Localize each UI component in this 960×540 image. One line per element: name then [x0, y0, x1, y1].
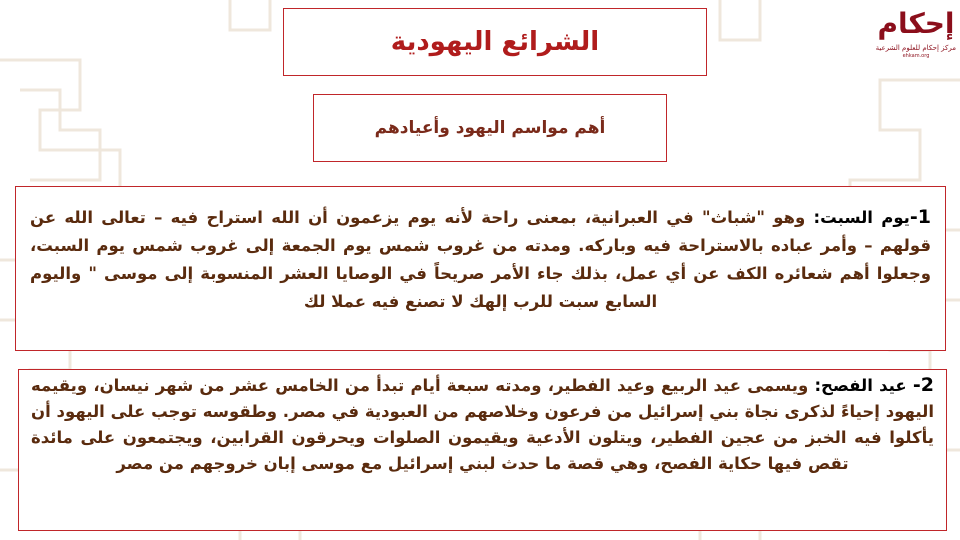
- page-subtitle: أهم مواسم اليهود وأعيادهم: [374, 118, 606, 138]
- logo-subtitle: مركز إحكام للعلوم الشرعية: [875, 44, 956, 52]
- section-paragraph: [31, 372, 934, 477]
- section-number: 2-: [912, 374, 934, 396]
- section-number: 1-: [909, 206, 931, 228]
- section-sabbath: [15, 186, 946, 351]
- section-body: ويسمى عيد الربيع وعيد الفطير، ومدته سبعة أيام تبدأ من الخامس عشر من شهر نيسان، ويقيمه اليهود إحياءً لذكرى نجاة بني إسرائيل من فرعون وخلاصهم من العبودية في مصر. وطقوسه توجب على اليهود أن يأكلوا فيه الخبز من عجين الفطير، ويتلون الأدعية ويقيمون الصلوات ويحرقون القرابين، ويجتمعون على مائدة تقص فيها حكاية الفصح، وهي قصة ما حدث لبني إسرائيل مع موسى إبان خروجهم من مصر: [31, 376, 934, 473]
- subtitle-box: [313, 94, 667, 162]
- section-heading: يوم السبت:: [813, 208, 910, 227]
- section-heading: عيد الفصح:: [814, 376, 907, 395]
- title-box: [283, 8, 707, 76]
- section-paragraph: [30, 203, 931, 316]
- section-body: وهو "شباث" في العبرانية، بمعنى راحة لأنه يوم يزعمون أن الله استراح فيه – تعالى الله عن قولهم – وأمر عباده بالاستراحة فيه وباركه. ومدته من غروب شمس يوم الجمعة إلى غروب شمس يوم السبت، وجعلوا أهم شعائره الكف عن أي عمل، بذلك جاء الأمر صريحاً في الوصايا العشر المنسوبة إلى موسى " واليوم السابع سبت للرب إلهك لا تصنع فيه عملا لك: [30, 208, 931, 311]
- page-title: الشرائع اليهودية: [390, 27, 600, 57]
- logo-url: ehkam.org: [902, 53, 930, 59]
- logo-mark: إحكام: [877, 7, 955, 40]
- brand-logo: [876, 4, 956, 68]
- section-passover: [18, 369, 947, 531]
